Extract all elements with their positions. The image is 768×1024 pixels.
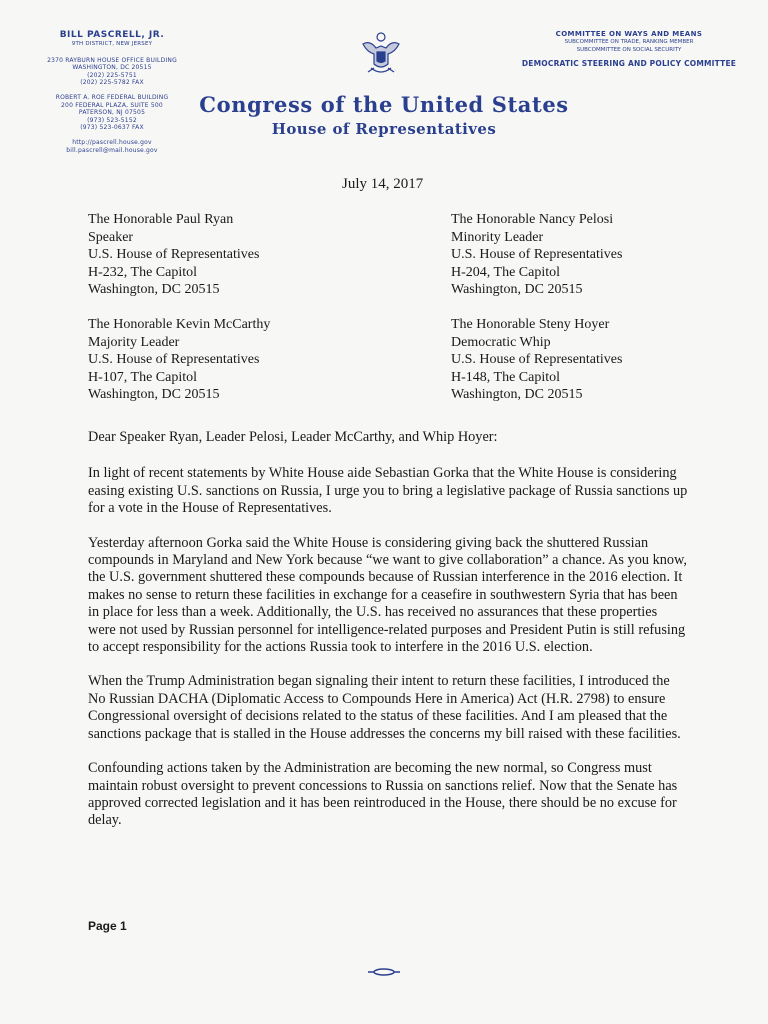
body-paragraph: Confounding actions taken by the Administration are becoming the new normal, so Congress must maintain robust oversight to prevent concessions to Russia on sanctions relief. Now that the Senate has approved corrected legislation and it has been reintroduced in the House, there should be no excuse for delay. bbox=[88, 760, 678, 829]
steering-committee: DEMOCRATIC STEERING AND POLICY COMMITTEE bbox=[521, 59, 737, 68]
recipient-address bbox=[451, 211, 622, 299]
recipient-line: The Honorable Nancy Pelosi bbox=[451, 212, 614, 227]
committee-info bbox=[516, 30, 742, 68]
recipient-line: Speaker bbox=[88, 229, 134, 245]
recipient-line: U.S. House of Representatives bbox=[451, 352, 623, 367]
recipient-line: Washington, DC 20515 bbox=[451, 282, 583, 297]
recipient-line: Washington, DC 20515 bbox=[88, 387, 220, 402]
member-name: BILL PASCRELL, JR. bbox=[59, 30, 165, 40]
recipient-line: Washington, DC 20515 bbox=[88, 282, 220, 297]
member-district: 9TH DISTRICT, NEW JERSEY bbox=[71, 41, 153, 47]
nj-office-line: (973) 523-5152 bbox=[87, 116, 137, 124]
recipient-line: The Honorable Steny Hoyer bbox=[451, 317, 610, 332]
salutation: Dear Speaker Ryan, Leader Pelosi, Leader McCarthy, and Whip Hoyer: bbox=[88, 429, 498, 445]
recipient-line: Washington, DC 20515 bbox=[451, 387, 583, 402]
dc-office-line: (202) 225-5751 bbox=[87, 71, 137, 79]
recipient-line: The Honorable Paul Ryan bbox=[88, 212, 234, 227]
recipient-line: U.S. House of Representatives bbox=[451, 247, 623, 262]
recipient-line: Minority Leader bbox=[451, 229, 544, 245]
recipient-line: Majority Leader bbox=[88, 334, 180, 350]
subcommittee: SUBCOMMITTEE ON TRADE, RANKING MEMBER bbox=[564, 39, 694, 45]
recipient-address bbox=[451, 316, 622, 404]
recipient-address bbox=[88, 211, 259, 299]
email: bill.pascrell@mail.house.gov bbox=[66, 146, 158, 154]
dc-office-line: 2370 RAYBURN HOUSE OFFICE BUILDING bbox=[47, 56, 177, 64]
nj-office-line: (973) 523-0637 FAX bbox=[80, 124, 144, 132]
letter-body bbox=[88, 429, 688, 847]
recipient-line: U.S. House of Representatives bbox=[88, 352, 260, 367]
recipient-address bbox=[88, 316, 270, 404]
recipient-line: H-232, The Capitol bbox=[88, 264, 198, 280]
committee-name: COMMITTEE ON WAYS AND MEANS bbox=[555, 30, 703, 38]
dc-office-line: (202) 225-5782 FAX bbox=[80, 79, 144, 87]
website: http://pascrell.house.gov bbox=[72, 138, 152, 146]
recipient-line: U.S. House of Representatives bbox=[88, 247, 260, 262]
nj-office-line: ROBERT A. ROE FEDERAL BUILDING bbox=[55, 93, 169, 101]
recipient-line: H-204, The Capitol bbox=[451, 264, 561, 280]
recipient-line: H-107, The Capitol bbox=[88, 369, 198, 385]
house-title: House of Representatives bbox=[271, 120, 497, 138]
page-number: Page 1 bbox=[88, 919, 127, 933]
eagle-seal-icon bbox=[360, 30, 402, 78]
body-paragraph: Yesterday afternoon Gorka said the White House is considering giving back the shuttered Russian compounds in Maryland and New York because “we want to give collaboration” a chance. As you know, the U.S. government shuttered these compounds because of Russian interference in the 2016 election. It makes no sense to return these facilities in exchange for a ceasefire in southwestern Syria that has been in place for less than a week. Additionally, the U.S. has received no assurances that these properties were not used by Russian personnel for intelligence-related purposes and President Putin is still refusing to accept responsibility for the actions Russia took to interfere in the 2016 U.S. election. bbox=[88, 534, 687, 656]
recipient-line: Democratic Whip bbox=[451, 334, 551, 350]
subcommittee: SUBCOMMITTEE ON SOCIAL SECURITY bbox=[576, 46, 682, 53]
recipient-line: H-148, The Capitol bbox=[451, 369, 561, 385]
dc-office-address bbox=[22, 57, 202, 87]
recipient-line: The Honorable Kevin McCarthy bbox=[88, 317, 271, 332]
web-contact bbox=[22, 139, 202, 154]
nj-office-line: PATERSON, NJ 07505 bbox=[78, 109, 146, 117]
nj-office-line: 200 FEDERAL PLAZA, SUITE 500 bbox=[61, 101, 163, 109]
congress-title: Congress of the United States bbox=[199, 92, 569, 117]
body-paragraph: When the Trump Administration began signaling their intent to return these facilities, I introduced the No Russian DACHA (Diplomatic Access to Compounds Here in America) Act (H.R. 2798) to ensure Congressional oversight of decisions related to the status of these facilities. And I am pleased that the sanctions package that is stalled in the House addresses the concerns my bill raised with these facilities. bbox=[88, 673, 681, 742]
recycled-paper-icon bbox=[366, 968, 402, 976]
letter-date: July 14, 2017 bbox=[342, 176, 424, 192]
dc-office-line: WASHINGTON, DC 20515 bbox=[72, 64, 152, 72]
body-paragraph: In light of recent statements by White House aide Sebastian Gorka that the White House is considering easing existing U.S. sanctions on Russia, I urge you to bring a legislative package of Russia sanctions up for a vote in the House of Representatives. bbox=[88, 465, 688, 517]
